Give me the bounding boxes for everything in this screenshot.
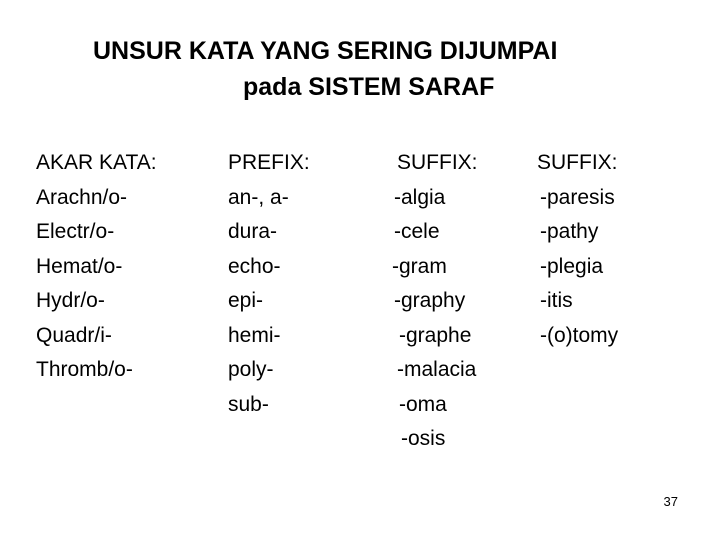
column-heading: SUFFIX:	[397, 151, 478, 174]
list-item: poly-	[228, 358, 274, 381]
list-item: Thromb/o-	[36, 358, 133, 381]
column-heading: SUFFIX:	[537, 151, 618, 174]
list-item: -graphe	[399, 323, 472, 347]
column-suffix-2	[537, 146, 618, 353]
list-item: -oma	[399, 392, 447, 416]
page-number: 37	[663, 494, 678, 509]
list-item: Hemat/o-	[36, 254, 123, 278]
list-item: -graphy	[394, 289, 466, 312]
list-item: hemi-	[228, 323, 281, 347]
column-suffix-1	[392, 146, 478, 457]
list-item: -pathy	[540, 220, 599, 243]
list-item: Arachn/o-	[36, 185, 128, 209]
list-item: -paresis	[540, 185, 615, 209]
list-item: -cele	[394, 220, 440, 243]
column-heading: PREFIX:	[228, 151, 310, 174]
list-item: -(o)tomy	[540, 323, 619, 347]
list-item: -algia	[394, 185, 446, 209]
column-prefix	[228, 146, 310, 422]
list-item: sub-	[228, 392, 269, 416]
list-item: -gram	[392, 254, 447, 278]
list-item: -plegia	[540, 254, 604, 278]
list-item: -osis	[401, 427, 446, 450]
list-item: echo-	[228, 254, 281, 278]
list-item: Electr/o-	[36, 220, 115, 243]
list-item: Hydr/o-	[36, 289, 105, 312]
list-item: -itis	[540, 289, 573, 312]
title-line-2: pada SISTEM SARAF	[243, 73, 495, 101]
list-item: epi-	[228, 289, 264, 312]
title-line-1: UNSUR KATA YANG SERING DIJUMPAI	[93, 37, 558, 65]
list-item: an-, a-	[228, 185, 289, 209]
list-item: -malacia	[397, 358, 477, 381]
column-akar-kata	[36, 146, 157, 388]
list-item: dura-	[228, 220, 278, 243]
list-item: Quadr/i-	[36, 323, 112, 347]
column-heading: AKAR KATA:	[36, 151, 157, 174]
